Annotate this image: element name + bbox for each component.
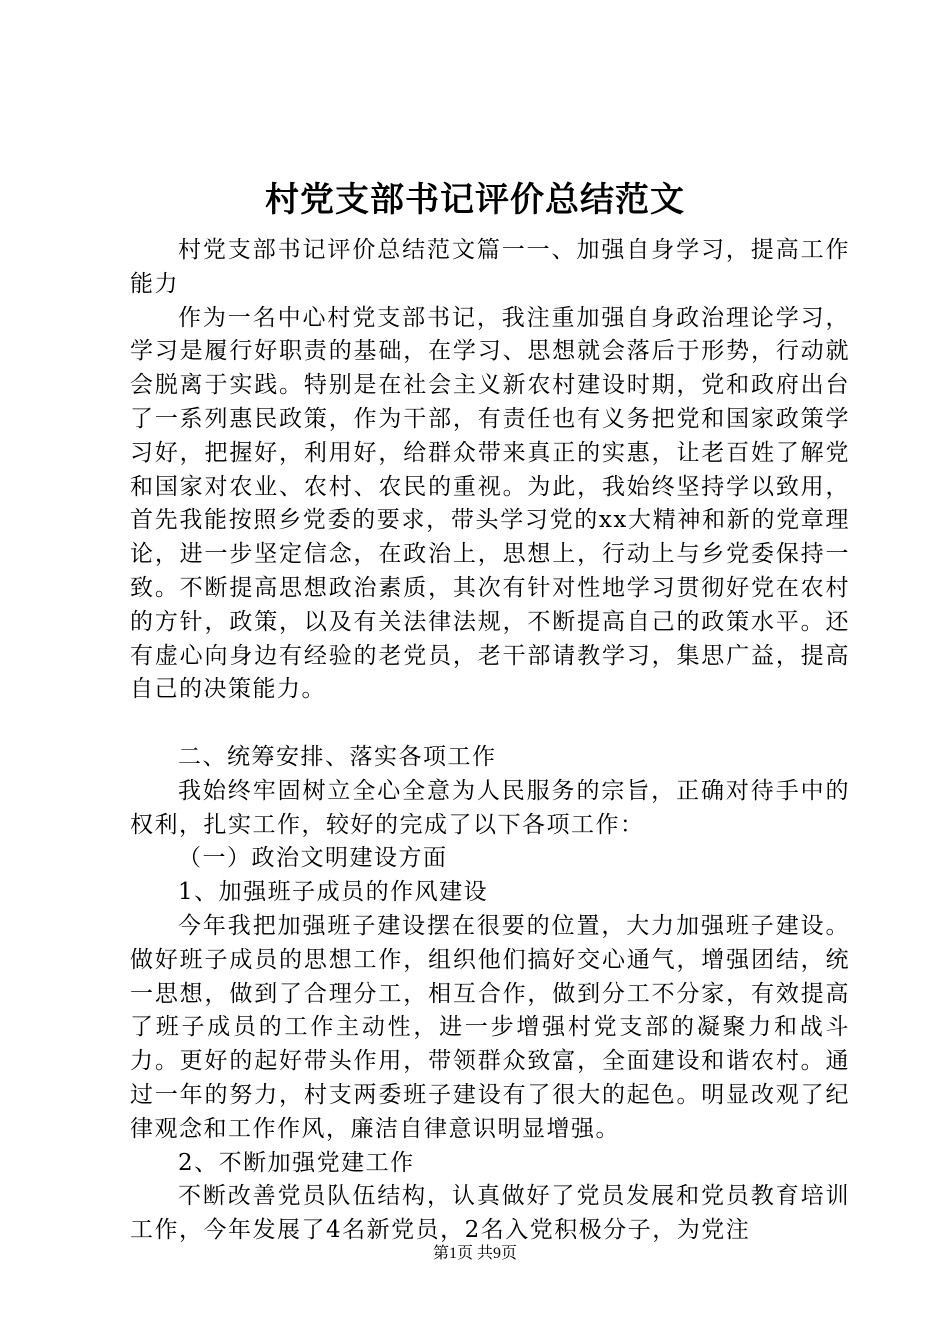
paragraph-team: 今年我把加强班子建设摆在很要的位置，大力加强班子建设。做好班子成员的思想工作，组织他们搞好交心通气，增强团结，统一思想，做到了合理分工，相互合作，做到分工不分家，有效提高了班子成员的工作主动性，进一步增强村党支部的凝聚力和战斗力。更好的起好带头作用，带领群众致富，全面建设和谐农村。通过一年的努力，村支两委班子建设有了很大的起色。明显改观了纪律观念和工作作风，廉洁自律意识明显增强。 bbox=[130, 912, 850, 1142]
item-heading-2: 2、不断加强党建工作 bbox=[178, 1149, 415, 1176]
paragraph-service: 我始终牢固树立全心全意为人民服务的宗旨，正确对待手中的权利，扎实工作，较好的完成了以下各项工作： bbox=[130, 777, 850, 838]
paragraph-spacer bbox=[130, 707, 850, 741]
item-heading-1: 1、加强班子成员的作风建设 bbox=[178, 879, 489, 906]
page-footer: 第1页 共9页 bbox=[432, 1245, 517, 1262]
document-body bbox=[130, 234, 850, 1248]
paragraph-study: 作为一名中心村党支部书记，我注重加强自身政治理论学习，学习是履行好职责的基础，在学习、思想就会落后于形势，行动就会脱离于实践。特别是在社会主义新农村建设时期，党和政府出台了一系列惠民政策，作为干部，有责任也有义务把党和国家政策学习好，把握好，利用好，给群众带来真正的实惠，让老百姓了解党和国家对农业、农村、农民的重视。为此，我始终坚持学以致用，首先我能按照乡党委的要求，带头学习党的xx大精神和新的党章理论，进一步坚定信念，在政治上，思想上，行动上与乡党委保持一致。不断提高思想政治素质，其次有针对性地学习贯彻好党在农村的方针，政策，以及有关法律法规，不断提高自己的政策水平。还有虚心向身边有经验的老党员，老干部请教学习，集思广益，提高自己的决策能力。 bbox=[130, 304, 850, 703]
document-title: 村党支部书记评价总结范文 bbox=[265, 180, 685, 220]
subsection-heading-political: （一）政治文明建设方面 bbox=[178, 845, 448, 872]
section-heading-2: 二、统筹安排、落实各项工作 bbox=[178, 743, 497, 770]
paragraph-party-building: 不断改善党员队伍结构，认真做好了党员发展和党员教育培训工作，今年发展了4名新党员，2名入党积极分子，为党注 bbox=[130, 1183, 850, 1244]
paragraph-intro: 村党支部书记评价总结范文篇一一、加强自身学习，提高工作能力 bbox=[130, 237, 850, 297]
